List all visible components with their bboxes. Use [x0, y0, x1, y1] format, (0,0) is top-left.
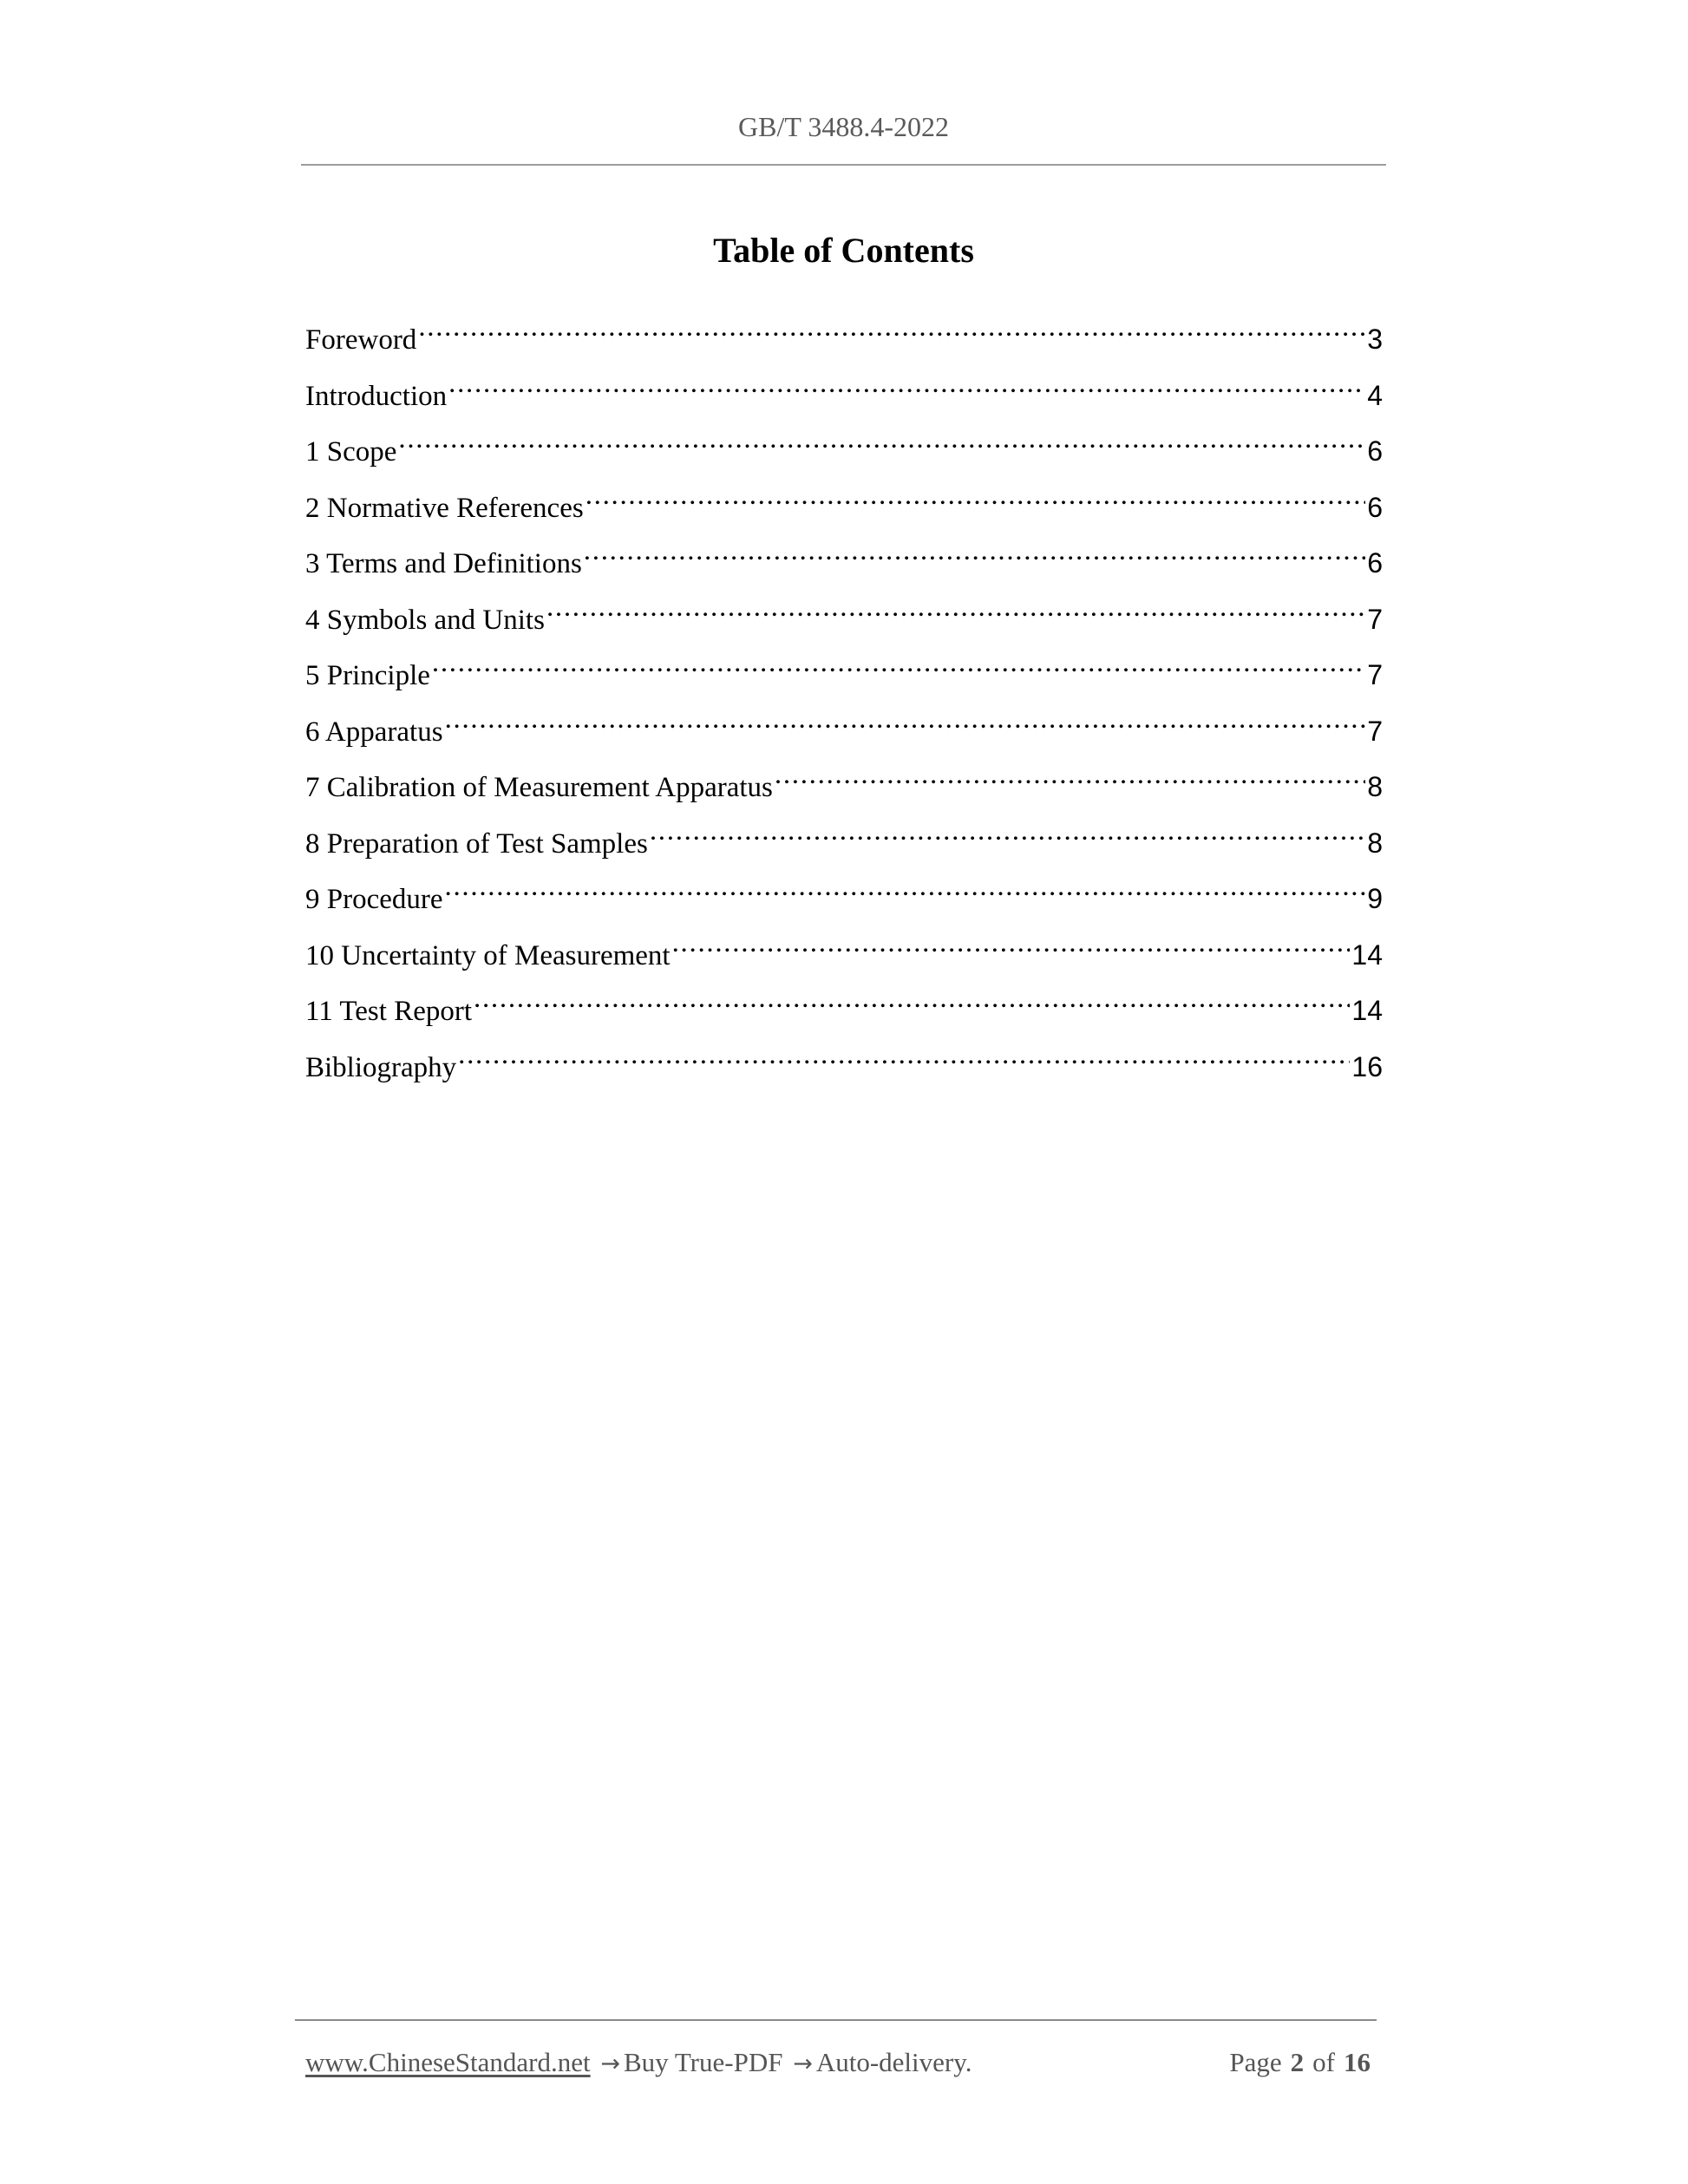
toc-entry-label: 1 Scope — [305, 436, 397, 468]
toc-entry-terms-and-definitions[interactable] — [305, 533, 1383, 589]
website-link[interactable]: www.ChineseStandard.net — [305, 2047, 591, 2077]
toc-entry-page: 14 — [1351, 995, 1383, 1026]
dot-leader — [398, 421, 1365, 461]
buy-pdf-text: Buy True-PDF — [623, 2047, 783, 2077]
dot-leader — [775, 756, 1365, 796]
toc-entry-page: 7 — [1367, 715, 1383, 747]
toc-entry-label: Bibliography — [305, 1051, 457, 1083]
dot-leader — [474, 980, 1350, 1020]
toc-entry-scope[interactable] — [305, 421, 1383, 477]
toc-entry-introduction[interactable] — [305, 365, 1383, 422]
toc-entry-uncertainty-of-measurement[interactable] — [305, 925, 1383, 981]
toc-entry-bibliography[interactable] — [305, 1036, 1383, 1093]
toc-entry-page: 9 — [1367, 883, 1383, 914]
toc-entry-page: 14 — [1351, 938, 1383, 971]
footer-promo — [305, 2045, 972, 2082]
toc-entry-normative-references[interactable] — [305, 477, 1383, 533]
document-code: GB/T 3488.4-2022 — [738, 111, 949, 142]
toc-entry-page: 7 — [1367, 603, 1383, 635]
toc-entry-label: 5 Principle — [305, 660, 430, 691]
arrow-right-icon: → — [600, 2050, 620, 2077]
toc-entry-page: 16 — [1351, 1050, 1383, 1082]
toc-entry-label: 11 Test Report — [305, 996, 473, 1027]
toc-entry-label: 6 Apparatus — [305, 716, 443, 748]
dot-leader — [445, 701, 1366, 741]
dot-leader — [584, 533, 1365, 572]
toc-entry-foreword[interactable] — [305, 309, 1383, 365]
dot-leader — [418, 309, 1365, 349]
toc-entry-label: Introduction — [305, 380, 448, 412]
dot-leader — [432, 644, 1365, 684]
dot-leader — [650, 813, 1365, 853]
toc-entry-label: 7 Calibration of Measurement Apparatus — [305, 772, 773, 803]
toc-entry-label: 3 Terms and Definitions — [305, 548, 582, 579]
dot-leader — [586, 477, 1366, 517]
toc-entry-symbols-and-units[interactable] — [305, 589, 1383, 645]
footer-divider — [295, 2019, 1377, 2021]
header-divider — [301, 164, 1386, 166]
toc-entry-calibration[interactable] — [305, 756, 1383, 813]
toc-entry-test-report[interactable] — [305, 980, 1383, 1036]
toc-entry-page: 6 — [1367, 547, 1383, 579]
toc-entry-label: 8 Preparation of Test Samples — [305, 827, 648, 860]
toc-entry-page: 6 — [1367, 491, 1383, 523]
dot-leader — [448, 365, 1365, 405]
toc-entry-procedure[interactable] — [305, 868, 1383, 925]
toc-entry-apparatus[interactable] — [305, 701, 1383, 757]
current-page-number: 2 — [1290, 2047, 1305, 2077]
dot-leader — [458, 1036, 1350, 1076]
page-indicator — [1229, 2045, 1371, 2080]
arrow-right-icon: → — [793, 2050, 813, 2077]
toc-entry-label: 2 Normative References — [305, 492, 584, 524]
toc-entry-label: 9 Procedure — [305, 884, 443, 915]
toc-entry-page: 4 — [1367, 379, 1383, 411]
toc-entry-page: 8 — [1367, 827, 1383, 859]
toc-entry-page: 6 — [1367, 435, 1383, 467]
toc-entry-label: 4 Symbols and Units — [305, 604, 545, 636]
total-pages-number: 16 — [1344, 2047, 1371, 2077]
toc-entry-page: 8 — [1367, 771, 1383, 802]
dot-leader — [445, 868, 1366, 908]
toc-entry-preparation-of-test-samples[interactable] — [305, 813, 1383, 869]
toc-entry-label: Foreword — [305, 324, 417, 356]
page-label: Page — [1229, 2047, 1282, 2077]
table-of-contents — [305, 309, 1383, 1092]
toc-entry-label: 10 Uncertainty of Measurement — [305, 939, 671, 971]
toc-entry-principle[interactable] — [305, 644, 1383, 701]
toc-entry-page: 3 — [1367, 324, 1383, 355]
auto-delivery-text: Auto-delivery. — [815, 2047, 972, 2077]
dot-leader — [672, 925, 1351, 964]
of-label: of — [1312, 2047, 1335, 2077]
toc-entry-page: 7 — [1367, 659, 1383, 690]
dot-leader — [546, 589, 1365, 629]
toc-title: Table of Contents — [713, 231, 974, 270]
